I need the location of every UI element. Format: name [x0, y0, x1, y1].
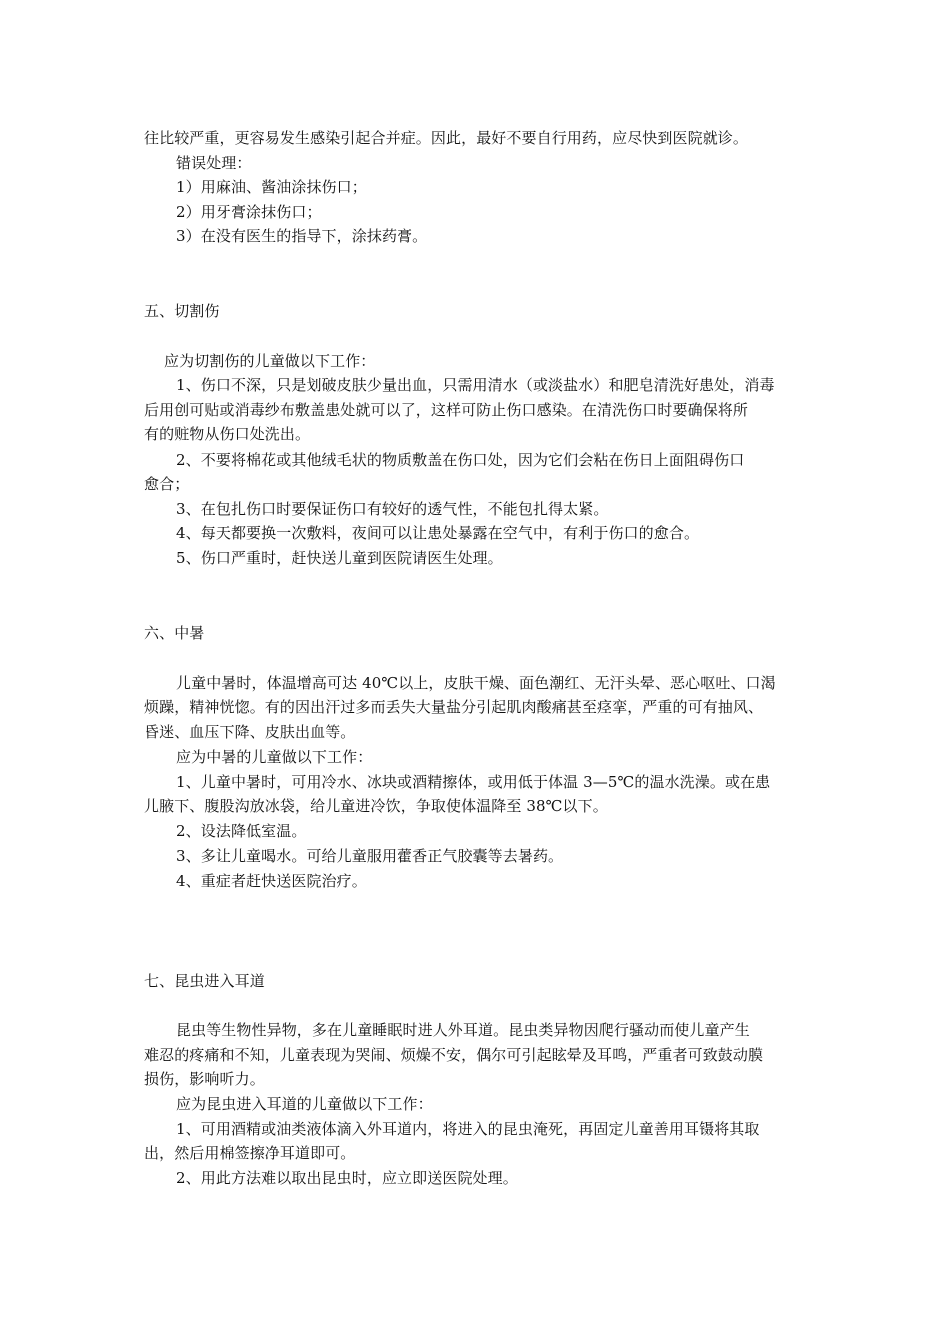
paragraph-line: 1、伤口不深，只是划破皮肤少量出血，只需用清水（或淡盐水）和肥皂清洗好患处，消毒 [176, 376, 775, 394]
paragraph-line: 应为切割伤的儿童做以下工作： [164, 352, 376, 370]
paragraph-line: 3、多让儿童喝水。可给儿童服用藿香正气胶囊等去暑药。 [176, 847, 564, 865]
paragraph-line: 儿腋下、腹股沟放冰袋，给儿童进冷饮，争取使体温降至 38℃以下。 [144, 797, 608, 815]
paragraph-line: 4、每天都要换一次敷料，夜间可以让患处暴露在空气中，有利于伤口的愈合。 [176, 524, 700, 542]
paragraph-line: 4、重症者赶快送医院治疗。 [176, 872, 367, 890]
list-item: 3）在没有医生的指导下，涂抹药膏。 [176, 227, 428, 245]
paragraph-line: 3、在包扎伤口时要保证伤口有较好的透气性，不能包扎得太紧。 [176, 500, 609, 518]
paragraph-line: 应为中暑的儿童做以下工作： [176, 748, 373, 766]
paragraph-line: 烦躁，精神恍惚。有的因出汗过多而丢失大量盐分引起肌肉酸痛甚至痉挛，严重的可有抽风、 [144, 698, 764, 716]
paragraph-line: 有的赃物从伤口处洗出。 [144, 425, 311, 443]
section-heading: 六、中暑 [144, 624, 205, 642]
paragraph-line: 损伤，影响听力。 [144, 1070, 265, 1088]
paragraph-line: 2、用此方法难以取出昆虫时，应立即送医院处理。 [176, 1169, 518, 1187]
paragraph-line: 昆虫等生物性异物，多在儿童睡眠时进人外耳道。昆虫类异物因爬行骚动而使儿童产生 [176, 1021, 750, 1039]
paragraph-line: 儿童中暑时，体温增高可达 40℃以上，皮肤干燥、面色潮红、无汗头晕、恶心呕吐、口渴 [176, 674, 776, 692]
paragraph-line: 出，然后用棉签擦净耳道即可。 [144, 1144, 356, 1162]
paragraph-line: 1、可用酒精或油类液体滴入外耳道内，将进入的昆虫淹死，再固定儿童善用耳镊将其取 [176, 1120, 760, 1138]
list-item: 2）用牙膏涂抹伤口； [176, 203, 322, 221]
paragraph-line: 5、伤口严重时，赶快送儿童到医院请医生处理。 [176, 549, 503, 567]
paragraph-line: 往比较严重，更容易发生感染引起合并症。因此，最好不要自行用药，应尽快到医院就诊。 [144, 129, 749, 147]
wrong-handling-label: 错误处理： [176, 154, 252, 172]
paragraph-line: 2、设法降低室温。 [176, 822, 307, 840]
section-heading: 五、切割伤 [144, 302, 220, 320]
paragraph-line: 应为昆虫进入耳道的儿童做以下工作： [176, 1095, 433, 1113]
paragraph-line: 愈合； [144, 475, 190, 493]
list-item: 1）用麻油、酱油涂抹伤口； [176, 178, 367, 196]
section-heading: 七、昆虫进入耳道 [144, 972, 265, 990]
paragraph-line: 1、儿童中暑时，可用冷水、冰块或酒精擦体，或用低于体温 3—5℃的温水洗澡。或在患 [176, 773, 771, 791]
paragraph-line: 后用创可贴或消毒纱布敷盖患处就可以了，这样可防止伤口感染。在清洗伤口时要确保将所 [144, 401, 749, 419]
paragraph-line: 昏迷、血压下降、皮肤出血等。 [144, 723, 356, 741]
paragraph-line: 难忍的疼痛和不知，儿童表现为哭闹、烦燥不安，偶尔可引起眩晕及耳鸣，严重者可致鼓动膜 [144, 1046, 764, 1064]
paragraph-line: 2、不要将棉花或其他绒毛状的物质敷盖在伤口处，因为它们会粘在伤日上面阻碍伤口 [176, 451, 745, 469]
